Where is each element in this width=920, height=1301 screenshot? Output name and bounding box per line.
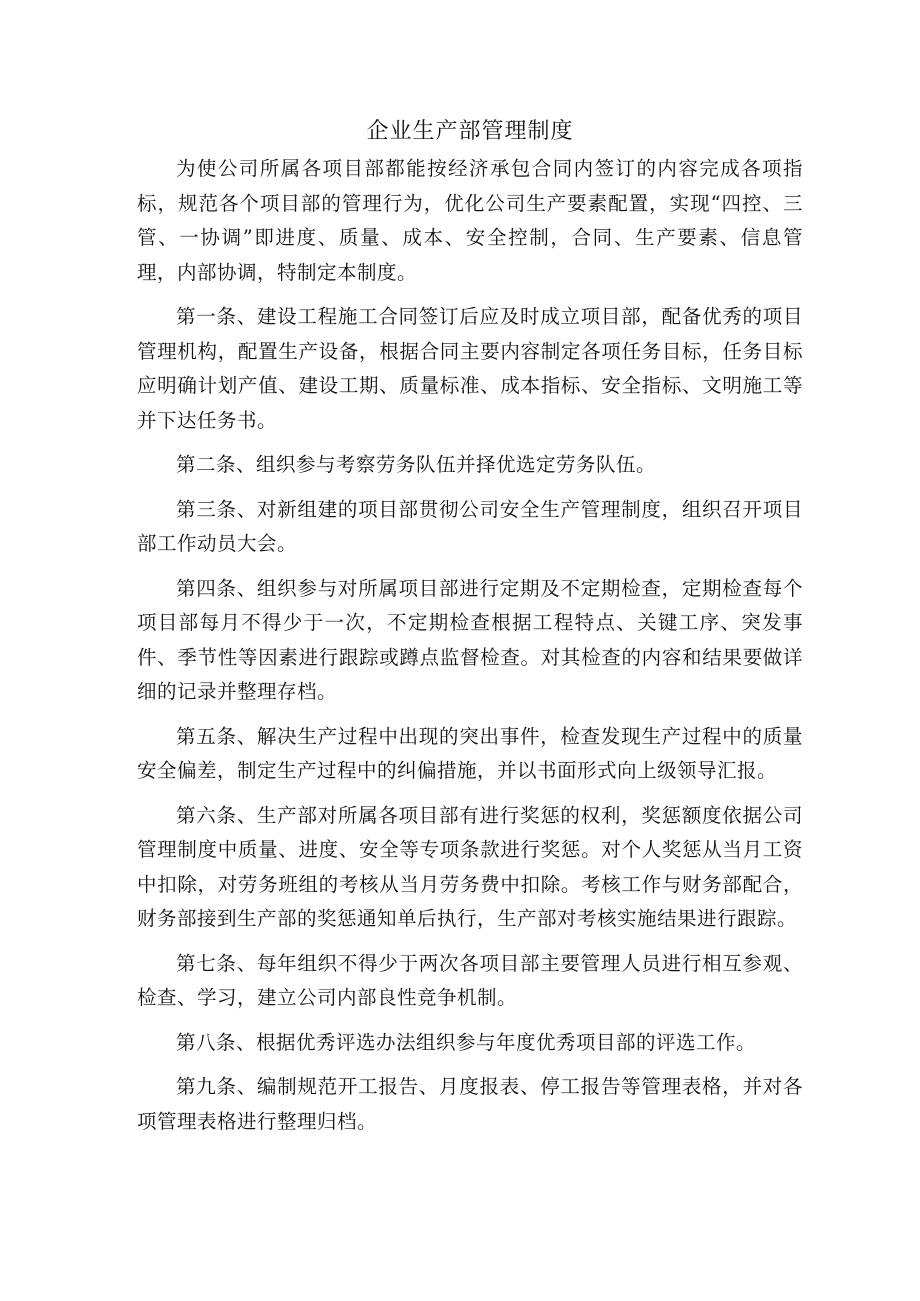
intro-paragraph: 为使公司所属各项目部都能按经济承包合同内签订的内容完成各项指标，规范各个项目部的管理行为，优化公司生产要素配置，实现“四控、三管、一协调”即进度、质量、成本、安全控制，合同、生产要素、信息管理，内部协调，特制定本制度。	[137, 157, 803, 284]
article-7-paragraph: 第七条、每年组织不得少于两次各项目部主要管理人员进行相互参观、检查、学习，建立公司内部良性竞争机制。	[137, 951, 803, 1009]
document-title: 企业生产部管理制度	[366, 119, 574, 144]
article-1-paragraph: 第一条、建设工程施工合同签订后应及时成立项目部，配备优秀的项目管理机构，配置生产设备，根据合同主要内容制定各项任务目标，任务目标应明确计划产值、建设工期、质量标准、成本指标、安全指标、文明施工等并下达任务书。	[137, 305, 803, 432]
article-9-paragraph: 第九条、编制规范开工报告、月度报表、停工报告等管理表格，并对各项管理表格进行整理归档。	[137, 1075, 803, 1133]
article-6-paragraph: 第六条、生产部对所属各项目部有进行奖惩的权利，奖惩额度依据公司管理制度中质量、进度、安全等专项条款进行奖惩。对个人奖惩从当月工资中扣除，对劳务班组的考核从当月劳务费中扣除。考核工作与财务部配合，财务部接到生产部的奖惩通知单后执行，生产部对考核实施结果进行跟踪。	[137, 803, 803, 930]
article-5-paragraph: 第五条、解决生产过程中出现的突出事件，检查发现生产过程中的质量安全偏差，制定生产过程中的纠偏措施，并以书面形式向上级领导汇报。	[137, 724, 803, 782]
article-2-paragraph: 第二条、组织参与考察劳务队伍并择优选定劳务队伍。	[176, 453, 657, 476]
document-page	[137, 112, 803, 1149]
article-3-paragraph: 第三条、对新组建的项目部贯彻公司安全生产管理制度，组织召开项目部工作动员大会。	[137, 497, 803, 555]
article-8-paragraph: 第八条、根据优秀评选办法组织参与年度优秀项目部的评选工作。	[176, 1030, 757, 1054]
article-4-paragraph: 第四条、组织参与对所属项目部进行定期及不定期检查，定期检查每个项目部每月不得少于一次，不定期检查根据工程特点、关键工序、突发事件、季节性等因素进行跟踪或蹲点监督检查。对其检查的内容和结果要做详细的记录并整理存档。	[137, 576, 803, 703]
